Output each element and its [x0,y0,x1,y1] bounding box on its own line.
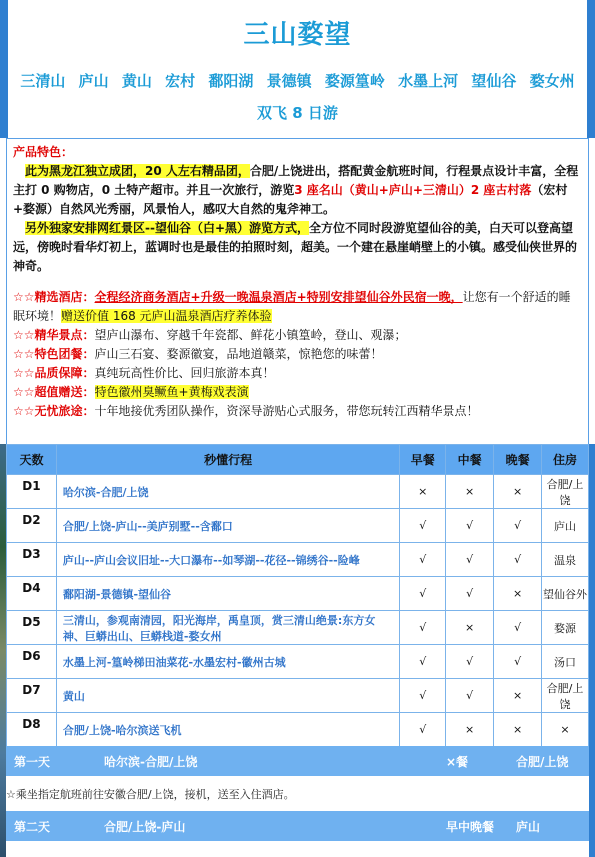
route-cell: 黄山 [56,679,399,713]
stay-cell: × [542,713,589,747]
day-cell: D1 [7,475,57,509]
item-text: 特色徽州臭鳜鱼+黄梅戏表演 [94,385,249,399]
features-heading: 产品特色： [13,145,74,159]
column-header: 秒懂行程 [56,445,399,475]
feature-item [13,345,582,364]
day-cell: D8 [7,713,57,747]
table-row [7,645,589,679]
lunch-cell: × [446,475,494,509]
breakfast-cell: × [400,475,446,509]
hotel-rest-text: 让您有一个舒适的睡眠环境！ [13,290,571,323]
day-label: 第二天 [14,820,51,834]
hotel-red-text: 全程经济商务酒店+升级一晚温泉酒店+特别安排望仙谷外民宿一晚， [94,290,463,304]
table-row [7,475,589,509]
decorative-strip [589,444,595,857]
item-label: ☆☆特色团餐： [13,347,95,361]
header [0,0,595,138]
lunch-cell: × [446,713,494,747]
lunch-cell: √ [446,679,494,713]
table-row [7,543,589,577]
table-header-row [7,445,589,475]
table-row [7,509,589,543]
stay-cell: 温泉 [542,543,589,577]
table-row [7,611,589,645]
dinner-cell: × [494,679,542,713]
day-cell: D6 [7,645,57,679]
dinner-cell: √ [494,543,542,577]
day-route: 哈尔滨-合肥/上饶 [104,755,198,769]
day-cell: D3 [7,543,57,577]
column-header: 晚餐 [494,445,542,475]
breakfast-cell: √ [400,509,446,543]
column-header: 天数 [7,445,57,475]
hotel-item [13,288,582,326]
site-item: 黄山 [121,72,152,90]
features-paragraph-2 [13,219,582,276]
table-row [7,713,589,747]
highlight-text: 此为黑龙江独立成团，20 人左右精品团， [25,164,250,178]
item-label: ☆☆超值赠送： [13,385,95,399]
day-meals: 早中晚餐 [446,820,495,834]
day-1-bar [6,746,589,776]
lunch-cell: √ [446,543,494,577]
route-cell: 庐山--庐山会议旧址--大口瀑布--如琴湖--花径--锦绣谷--险峰 [56,543,399,577]
dinner-cell: × [494,577,542,611]
day-cell: D4 [7,577,57,611]
item-label: ☆☆无忧旅途： [13,404,95,418]
breakfast-cell: √ [400,645,446,679]
highlight-text: 另外独家安排网红景区--望仙谷（白+黑）游览方式， [25,221,310,235]
stay-cell: 庐山 [542,509,589,543]
site-item: 景德镇 [266,72,312,90]
route-cell: 鄱阳湖-景德镇-望仙谷 [56,577,399,611]
day-cell: D5 [7,611,57,645]
day-label: 第一天 [14,755,51,769]
features-box [6,138,589,446]
emphasis-text: 3 座名山（黄山+庐山+三清山）2 座古村落 [294,183,532,197]
dinner-cell: × [494,713,542,747]
lunch-cell: × [446,611,494,645]
day-meals: ×餐 [446,755,469,769]
item-text: 庐山三石宴、婺源徽宴，品地道赣菜，惊艳您的味蕾！ [94,347,383,361]
hotel-gift-text: 赠送价值 168 元庐山温泉酒店疗养体验 [61,309,272,323]
day-stay: 合肥/上饶 [516,755,569,769]
page-title: 三山婺望 [243,20,352,50]
site-item: 水墨上河 [398,72,459,90]
breakfast-cell: √ [400,543,446,577]
column-header: 早餐 [400,445,446,475]
item-text: 真纯玩高性价比、回归旅游本真！ [94,366,275,380]
item-text: 十年地接优秀团队操作，资深导游贴心式服务，带您玩转江西精华景点！ [94,404,479,418]
body-text: 全方位不同时段游览望仙谷的美，白天可以登高望远，傍晚时看华灯初上，蓝调时也是最佳的拍照时刻，超美。一个建在悬崖峭壁上的小镇。感受仙侠世界的神奇。 [13,221,578,273]
breakfast-cell: √ [400,713,446,747]
feature-item [13,364,582,383]
day-2-bar [6,811,589,841]
lunch-cell: √ [446,509,494,543]
feature-item [13,402,582,421]
route-cell: 合肥/上饶-哈尔滨送飞机 [56,713,399,747]
body-text: 合肥/上饶进出，搭配黄金航班时间，行程景点设计丰富，全程主打 0 购物店，0 土特产超市。并且一次旅行，游览 [13,164,579,197]
site-item: 三清山 [20,72,66,90]
route-cell: 三清山，参观南清园，阳光海岸，禹皇顶，赏三清山绝景:东方女神、巨蟒出山、巨蟒栈道-婺女州 [56,611,399,645]
lunch-cell: √ [446,645,494,679]
dinner-cell: × [494,475,542,509]
site-item: 鄱阳湖 [208,72,254,90]
stay-cell: 合肥/上饶 [542,475,589,509]
dinner-cell: √ [494,611,542,645]
route-cell: 水墨上河-篁岭梯田油菜花-水墨宏村-徽州古城 [56,645,399,679]
day-route: 合肥/上饶-庐山 [104,820,186,834]
day-cell: D2 [7,509,57,543]
features-paragraph-1 [13,162,582,219]
breakfast-cell: √ [400,611,446,645]
stay-cell: 婺源 [542,611,589,645]
day-stay: 庐山 [516,820,541,834]
body-text: （宏村+婺源）自然风光秀丽，风景怡人，感叹大自然的鬼斧神工。 [13,183,568,216]
feature-item [13,326,582,345]
site-item: 庐山 [78,72,109,90]
breakfast-cell: √ [400,679,446,713]
breakfast-cell: √ [400,577,446,611]
feature-item [13,383,582,402]
table-row [7,679,589,713]
day-cell: D7 [7,679,57,713]
day-1-description: ☆乘坐指定航班前往安徽合肥/上饶，接机，送至入住酒店。 [6,788,295,801]
item-label: ☆☆品质保障： [13,366,95,380]
site-item: 婺源篁岭 [324,72,385,90]
item-label: ☆☆精选酒店： [13,290,95,304]
route-cell: 哈尔滨-合肥/上饶 [56,475,399,509]
lunch-cell: √ [446,577,494,611]
route-cell: 合肥/上饶-庐山--美庐别墅--含鄱口 [56,509,399,543]
column-header: 住房 [542,445,589,475]
table-row [7,577,589,611]
item-text: 望庐山瀑布、穿越千年瓷都、鲜花小镇篁岭，登山、观瀑； [94,328,407,342]
item-label: ☆☆精华景点： [13,328,95,342]
tour-name: 双飞 8 日游 [257,104,338,122]
site-item: 望仙谷 [471,72,517,90]
site-item: 婺女州 [529,72,575,90]
stay-cell: 望仙谷外 [542,577,589,611]
dinner-cell: √ [494,509,542,543]
site-item: 宏村 [165,72,196,90]
stay-cell: 合肥/上饶 [542,679,589,713]
site-list [0,70,595,91]
stay-cell: 汤口 [542,645,589,679]
itinerary-table [6,444,589,747]
dinner-cell: √ [494,645,542,679]
column-header: 中餐 [446,445,494,475]
